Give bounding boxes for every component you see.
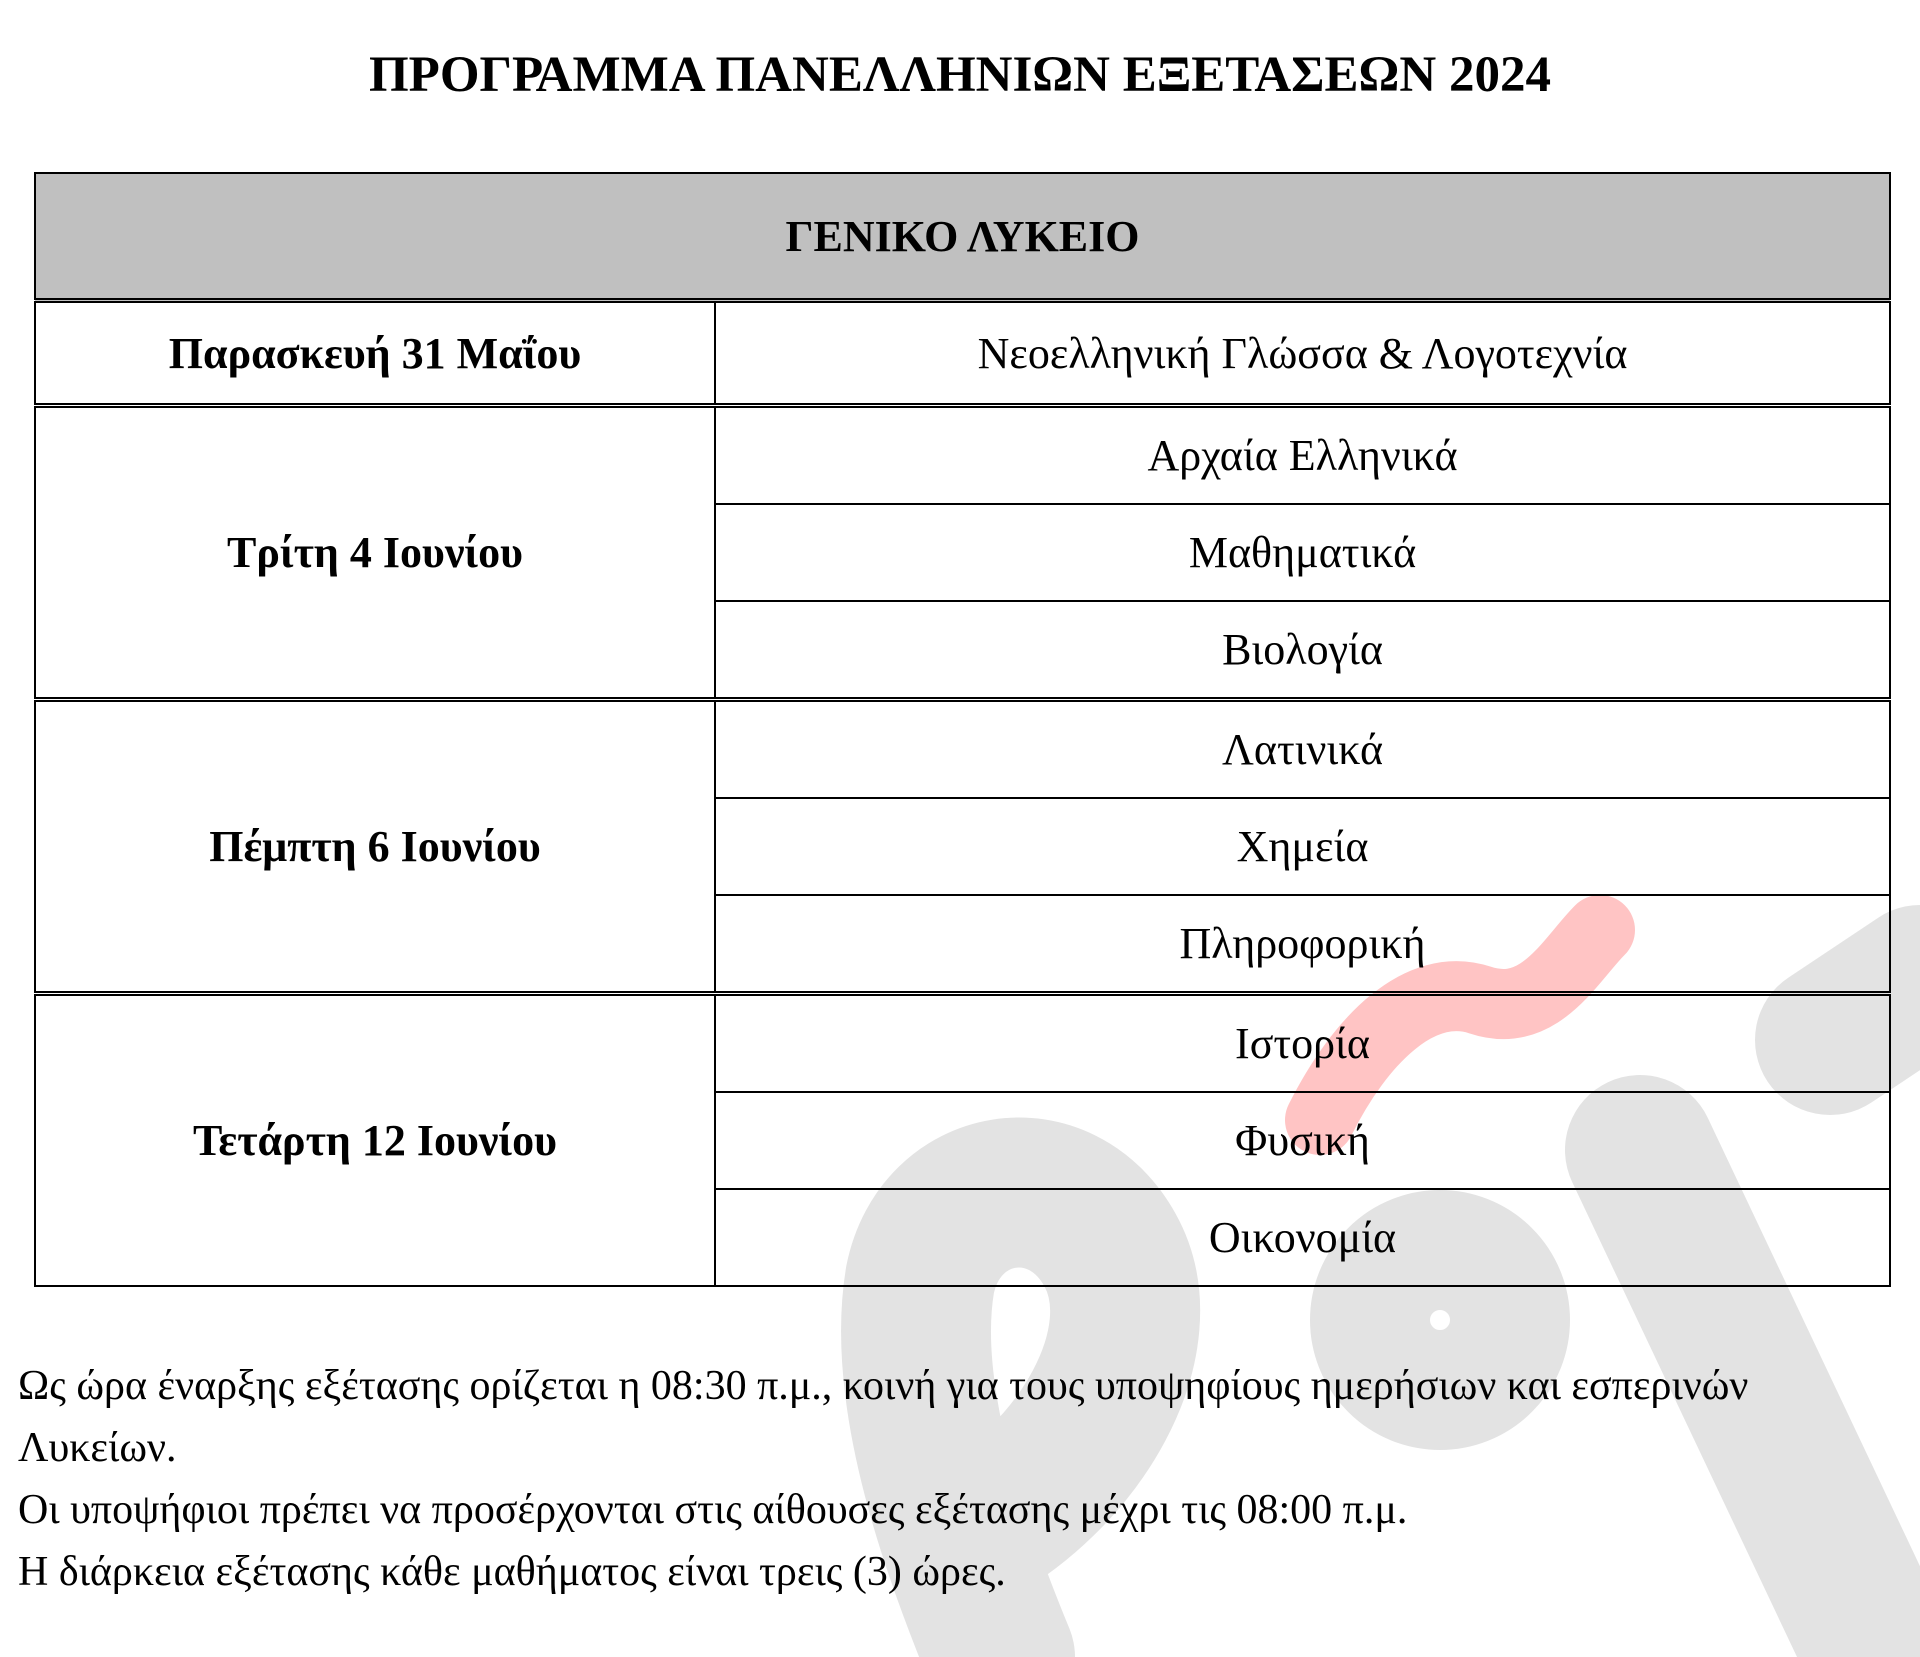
exam-subject: Χημεία xyxy=(715,798,1890,895)
exam-subject: Λατινικά xyxy=(715,700,1890,799)
table-row xyxy=(35,700,1890,799)
note-start-time: Ως ώρα έναρξης εξέτασης ορίζεται η 08:30 π.μ., κοινή για τους υποψηφίους ημερήσιων και εσπερινών Λυκείων. xyxy=(18,1363,1749,1471)
page-title: ΠΡΟΓΡΑΜΜΑ ΠΑΝΕΛΛΗΝΙΩΝ ΕΞΕΤΑΣΕΩΝ 2024 xyxy=(369,47,1551,103)
exam-day: Τρίτη 4 Ιουνίου xyxy=(35,406,715,700)
table-row xyxy=(35,301,1890,406)
table-row xyxy=(35,406,1890,505)
exam-notes xyxy=(18,1355,1908,1603)
exam-subject: Μαθηματικά xyxy=(715,504,1890,601)
exam-subject: Οικονομία xyxy=(715,1189,1890,1286)
exam-subject: Νεοελληνική Γλώσσα & Λογοτεχνία xyxy=(715,301,1890,406)
note-duration: Η διάρκεια εξέτασης κάθε μαθήματος είναι τρεις (3) ώρες. xyxy=(18,1549,1006,1595)
table-section-header: ΓΕΝΙΚΟ ΛΥΚΕΙΟ xyxy=(35,173,1890,301)
exam-subject: Φυσική xyxy=(715,1092,1890,1189)
exam-subject: Πληροφορική xyxy=(715,895,1890,994)
exam-subject: Βιολογία xyxy=(715,601,1890,700)
exam-day: Τετάρτη 12 Ιουνίου xyxy=(35,994,715,1287)
exam-subject: Ιστορία xyxy=(715,994,1890,1093)
exam-day: Πέμπτη 6 Ιουνίου xyxy=(35,700,715,994)
table-row xyxy=(35,994,1890,1093)
exam-day: Παρασκευή 31 Μαΐου xyxy=(35,301,715,406)
note-arrival-time: Οι υποψήφιοι πρέπει να προσέρχονται στις αίθουσες εξέτασης μέχρι τις 08:00 π.μ. xyxy=(18,1487,1408,1533)
exam-schedule-table xyxy=(34,172,1891,1287)
exam-subject: Αρχαία Ελληνικά xyxy=(715,406,1890,505)
